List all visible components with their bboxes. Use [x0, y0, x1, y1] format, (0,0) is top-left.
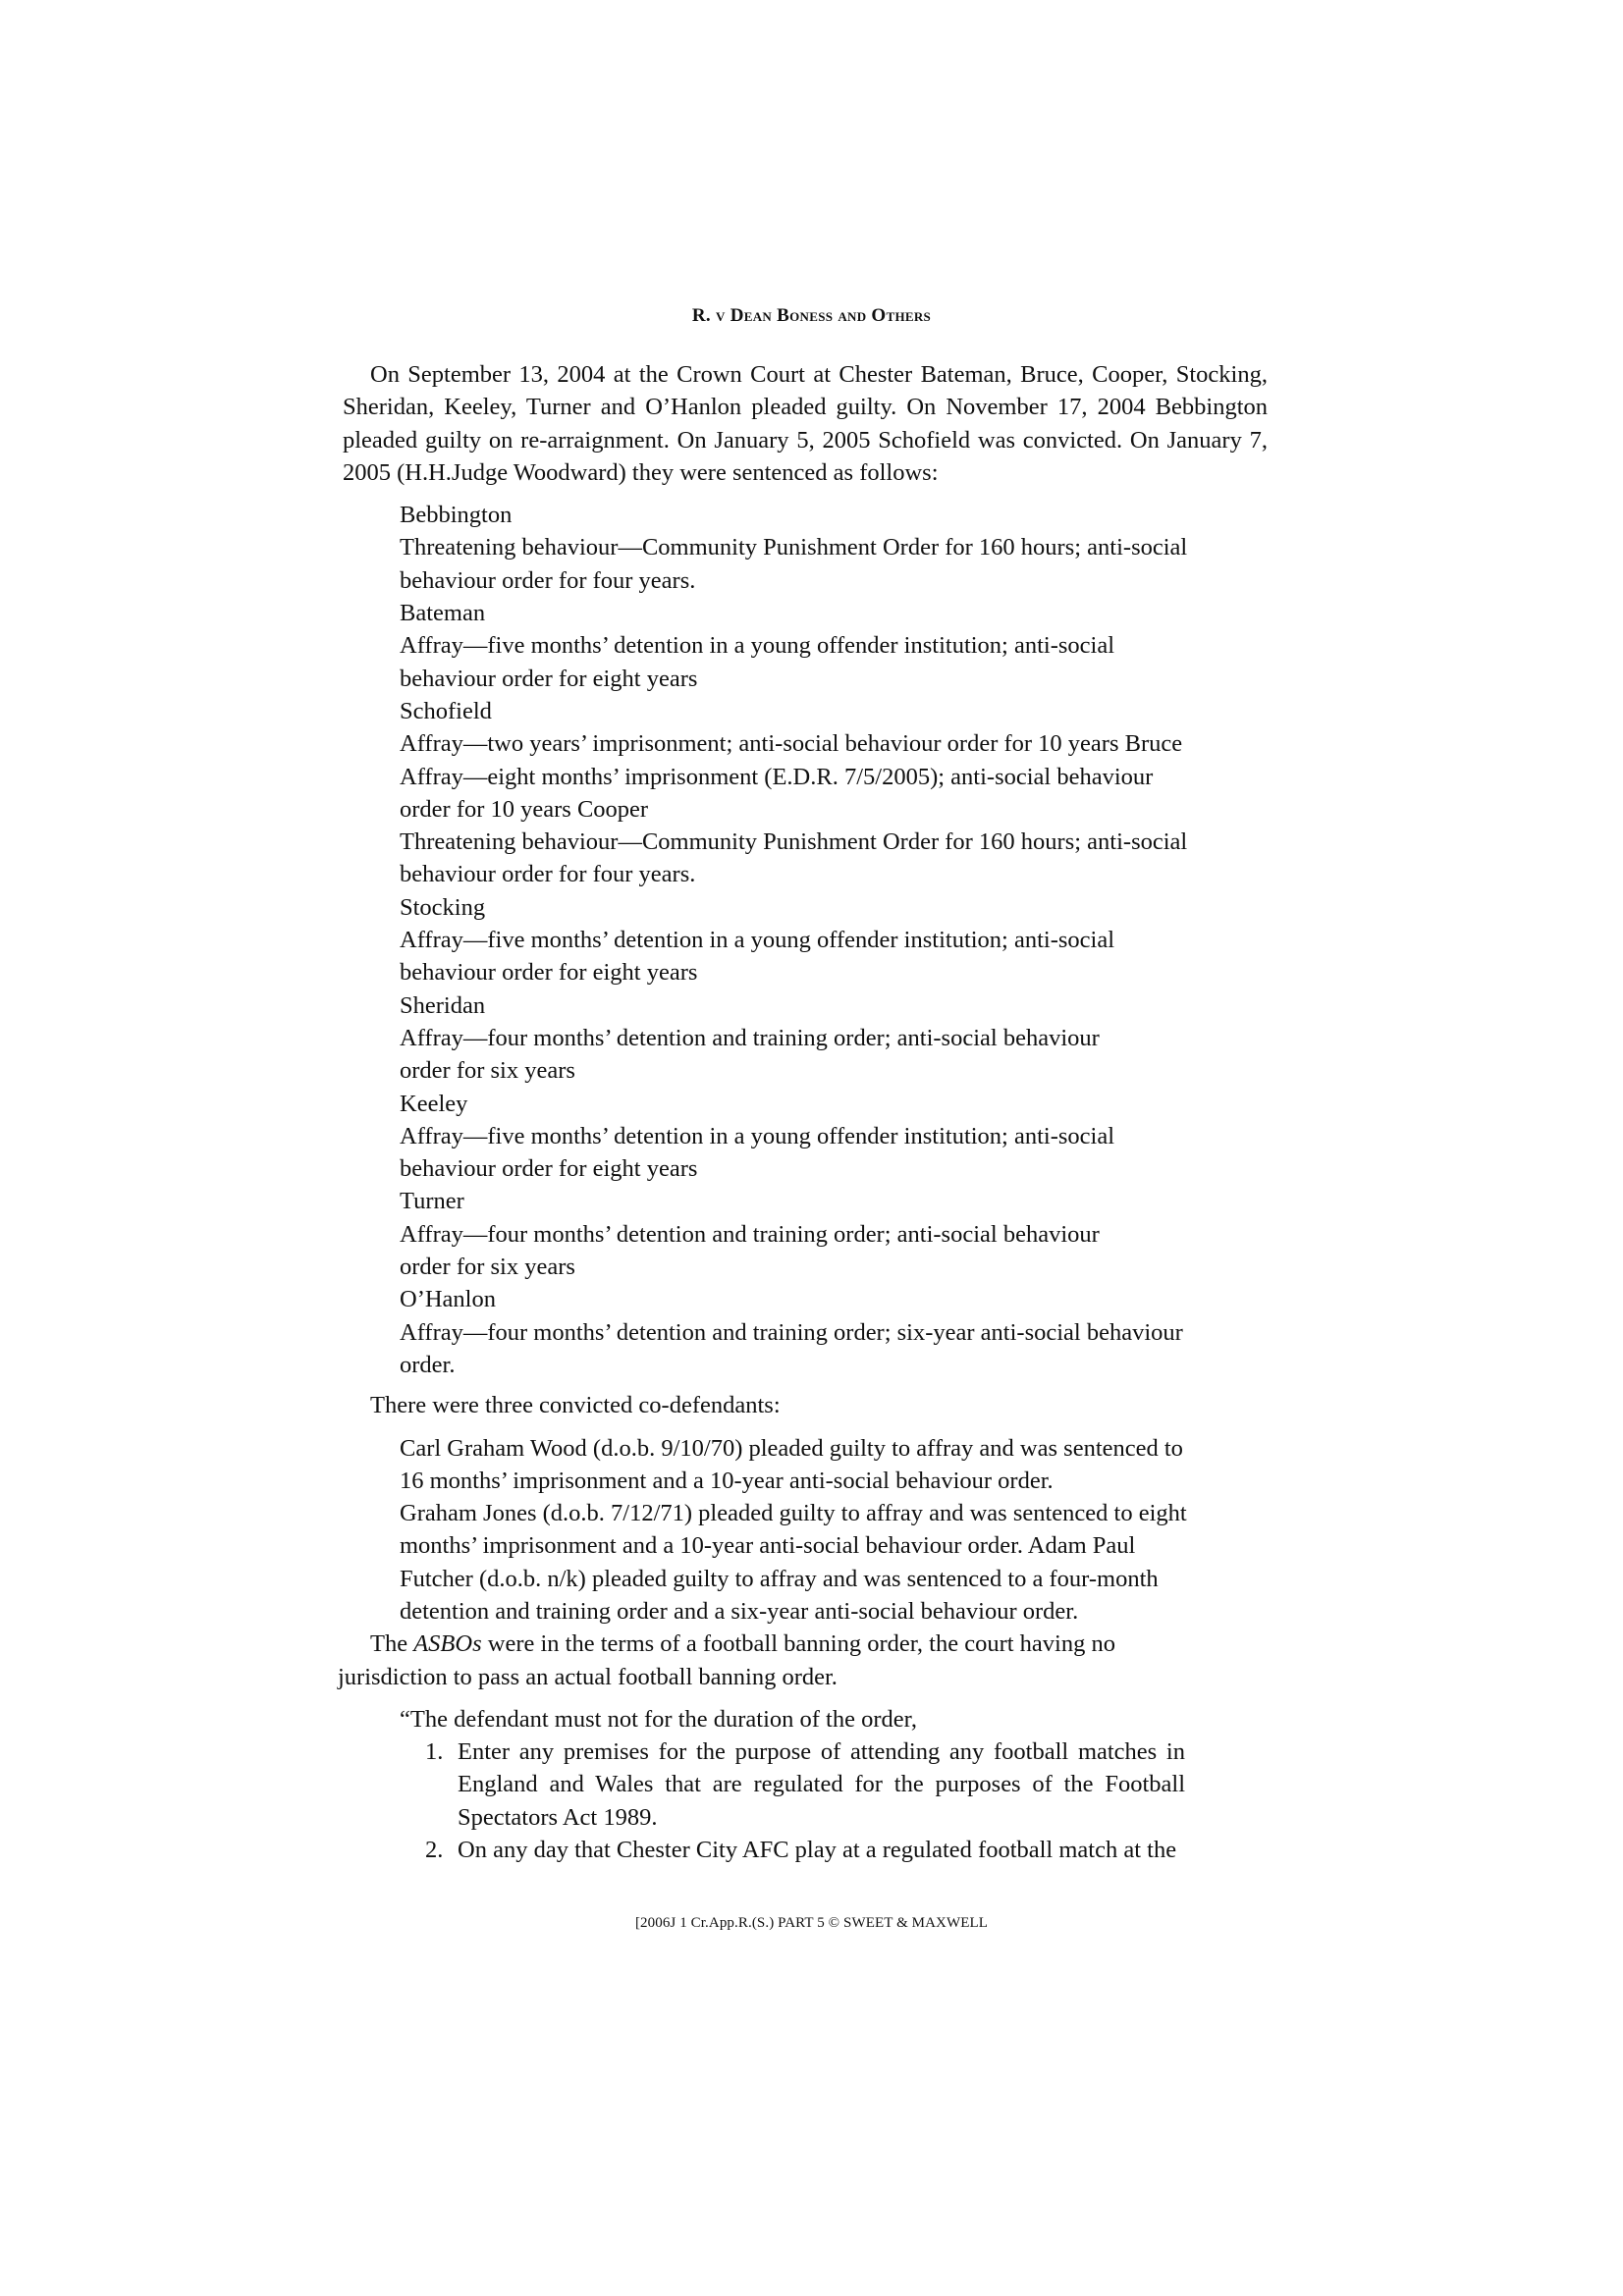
sentence-line: behaviour order for four years.: [400, 566, 696, 594]
condition-number: 1.: [425, 1738, 444, 1766]
sentence-line: Threatening behaviour—Community Punishment Order for 160 hours; anti-social: [400, 828, 1188, 856]
condition-item: [425, 1834, 1185, 1866]
codefendant-list: [400, 1432, 1268, 1629]
sentence-line: Affray—five months’ detention in a young offender institution; anti-social: [400, 927, 1115, 954]
sentence-line: Affray—two years’ imprisonment; anti-social behaviour order for 10 years Bruce: [400, 730, 1183, 758]
condition-item: [425, 1735, 1185, 1834]
sentence-line: Keeley: [400, 1090, 468, 1117]
sentence-line: Turner: [400, 1188, 464, 1215]
condition-text: On any day that Chester City AFC play at a regulated football match at the: [458, 1837, 1177, 1864]
sentence-line: Stocking: [400, 893, 486, 921]
quote-lead: “The defendant must not for the duration of the order,: [400, 1705, 917, 1733]
sentence-line: Affray—five months’ detention in a young offender institution; anti-social: [400, 1122, 1115, 1149]
asbo-emphasis: ASBOs: [413, 1630, 482, 1658]
sentence-line: order for 10 years Cooper: [400, 795, 649, 823]
sentence-line: Affray—four months’ detention and training order; anti-social behaviour: [400, 1220, 1100, 1248]
sentence-line: Affray—eight months’ imprisonment (E.D.R. 7/5/2005); anti-social behaviour: [400, 763, 1154, 790]
intro-paragraph: On September 13, 2004 at the Crown Court at Chester Bateman, Bruce, Cooper, Stocking, Sheridan, Keeley, Turner and O’Hanlon pleaded guilty. On November 17, 2004 Bebbington pleaded guilty on re-arraignment. On January 5, 2005 Schofield was convicted. On January 7, 2005 (H.H.Judge Woodward) they were sentenced as follows:: [343, 361, 1268, 486]
sentence-line: behaviour order for eight years: [400, 1155, 698, 1183]
asbo-prefix: The: [370, 1630, 414, 1658]
page-footer: [2006J 1 Cr.App.R.(S.) PART 5 © SWEET & MAXWELL: [634, 1915, 989, 1931]
sentence-line: behaviour order for eight years: [400, 959, 698, 987]
sentence-line: behaviour order for eight years: [400, 665, 698, 692]
codefendant-line: 16 months’ imprisonment and a 10-year anti-social behaviour order.: [400, 1467, 1054, 1494]
sentence-line: Sheridan: [400, 991, 486, 1019]
sentence-line: order.: [400, 1351, 456, 1378]
codefendant-line: Graham Jones (d.o.b. 7/12/71) pleaded guilty to affray and was sentenced to eight: [400, 1500, 1187, 1527]
sentence-line: behaviour order for four years.: [400, 861, 696, 888]
asbo-line-1: [338, 1628, 1268, 1660]
sentence-line: Bateman: [400, 600, 486, 627]
sentence-line: order for six years: [400, 1254, 575, 1281]
sentence-line: Schofield: [400, 697, 492, 724]
codefendant-line: Futcher (d.o.b. n/k) pleaded guilty to affray and was sentenced to a four-month: [400, 1565, 1159, 1592]
asbo-line-2: jurisdiction to pass an actual football banning order.: [338, 1663, 838, 1690]
running-head: R. v Dean Boness and Others: [691, 305, 932, 326]
codefendants-intro: There were three convicted co-defendants:: [370, 1392, 781, 1419]
sentence-line: O’Hanlon: [400, 1286, 496, 1313]
codefendant-line: detention and training order and a six-year anti-social behaviour order.: [400, 1597, 1079, 1625]
sentence-line: Bebbington: [400, 502, 513, 529]
asbo-paragraph: [338, 1628, 1268, 1693]
asbo-line-1-rest: were in the terms of a football banning order, the court having no: [481, 1630, 1115, 1658]
sentence-line: Affray—four months’ detention and training order; anti-social behaviour: [400, 1024, 1100, 1051]
sentence-line: order for six years: [400, 1057, 575, 1085]
condition-text: Enter any premises for the purpose of attending any football matches in England and Wales that are regulated for the purposes of the Football Spectators Act 1989.: [458, 1738, 1185, 1831]
sentence-line: Threatening behaviour—Community Punishment Order for 160 hours; anti-social: [400, 534, 1188, 561]
body-text: [338, 358, 1268, 1866]
sentence-line: Affray—four months’ detention and training order; six-year anti-social behaviour: [400, 1318, 1183, 1346]
conditions-list: [343, 1735, 1185, 1866]
condition-number: 2.: [425, 1837, 444, 1864]
codefendant-line: Carl Graham Wood (d.o.b. 9/10/70) pleaded guilty to affray and was sentenced to: [400, 1434, 1183, 1462]
sentence-list: [400, 499, 1260, 1381]
sentence-line: Affray—five months’ detention in a young offender institution; anti-social: [400, 632, 1115, 660]
codefendant-line: months’ imprisonment and a 10-year anti-social behaviour order. Adam Paul: [400, 1532, 1136, 1560]
